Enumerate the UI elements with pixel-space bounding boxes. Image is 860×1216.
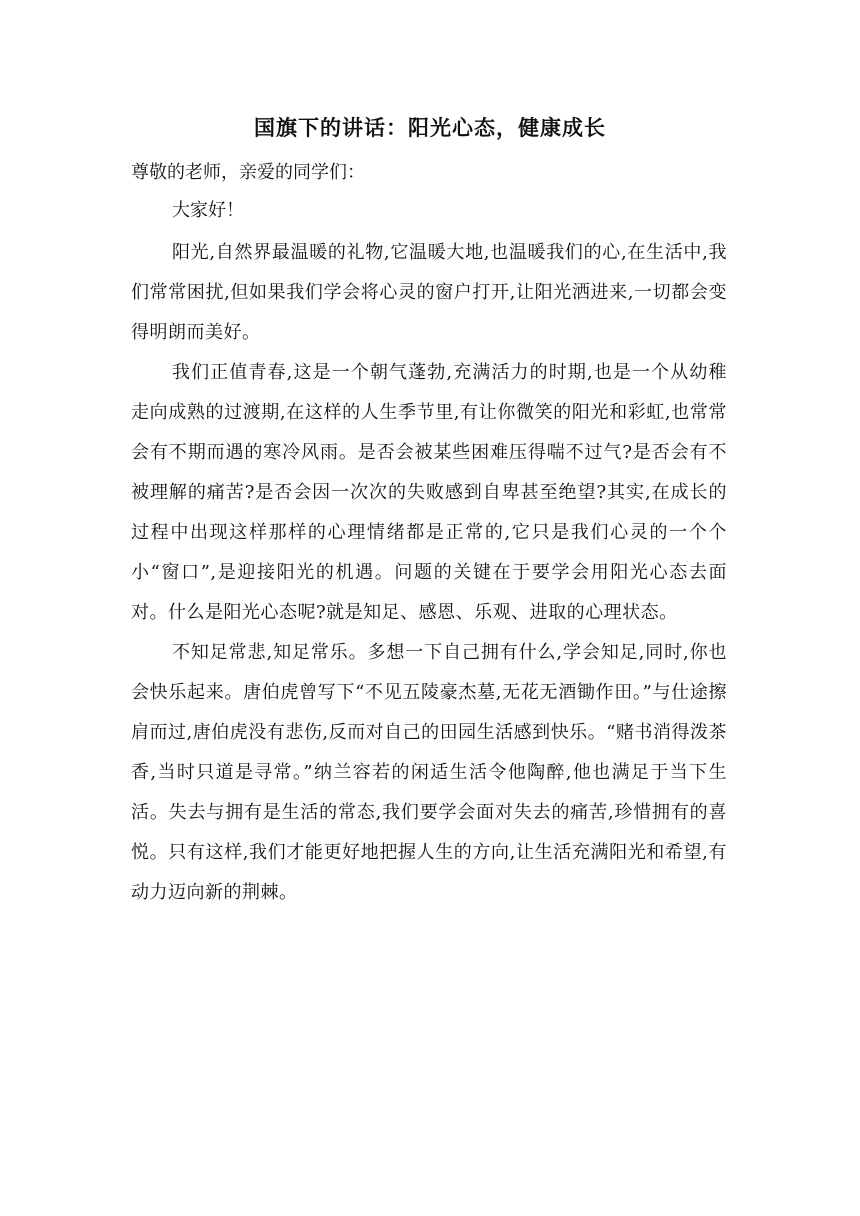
salutation: 尊敬的老师，亲爱的同学们： [131, 162, 365, 183]
paragraph-youth: 我们正值青春,这是一个朝气蓬勃,充满活力的时期,也是一个从幼稚走向成熟的过渡期,在这样的人生季节里,有让你微笑的阳光和彩虹,也常常会有不期而遇的寒冷风雨。是否会被某些困难压得喘不过气?是否会有不被理解的痛苦?是否会因一次次的失败感到自卑甚至绝望?其实,在成长的过程中出现这样那样的心理情绪都是正常的,它只是我们心灵的一个个小“窗口”,是迎接阳光的机遇。问题的关键在于要学会用阳光心态去面对。什么是阳光心态呢?就是知足、感恩、乐观、进取的心理状态。 [131, 362, 727, 623]
paragraph-contentment: 不知足常悲,知足常乐。多想一下自己拥有什么,学会知足,同时,你也会快乐起来。唐伯虎曾写下“不见五陵豪杰墓,无花无酒锄作田。”与仕途擦肩而过,唐伯虎没有悲伤,反而对自己的田园生活感到快乐。“赌书消得泼茶香,当时只道是寻常。”纳兰容若的闲适生活令他陶醉,他也满足于当下生活。失去与拥有是生活的常态,我们要学会面对失去的痛苦,珍惜拥有的喜悦。只有这样,我们才能更好地把握人生的方向,让生活充满阳光和希望,有动力迈向新的荆棘。 [131, 642, 727, 903]
page-title: 国旗下的讲话：阳光心态，健康成长 [254, 115, 606, 140]
greeting: 大家好！ [172, 200, 244, 221]
paragraph-sunshine: 阳光,自然界最温暖的礼物,它温暖大地,也温暖我们的心,在生活中,我们常常困扰,但如果我们学会将心灵的窗户打开,让阳光洒进来,一切都会变得明朗而美好。 [131, 242, 727, 343]
speech-body [131, 155, 727, 913]
